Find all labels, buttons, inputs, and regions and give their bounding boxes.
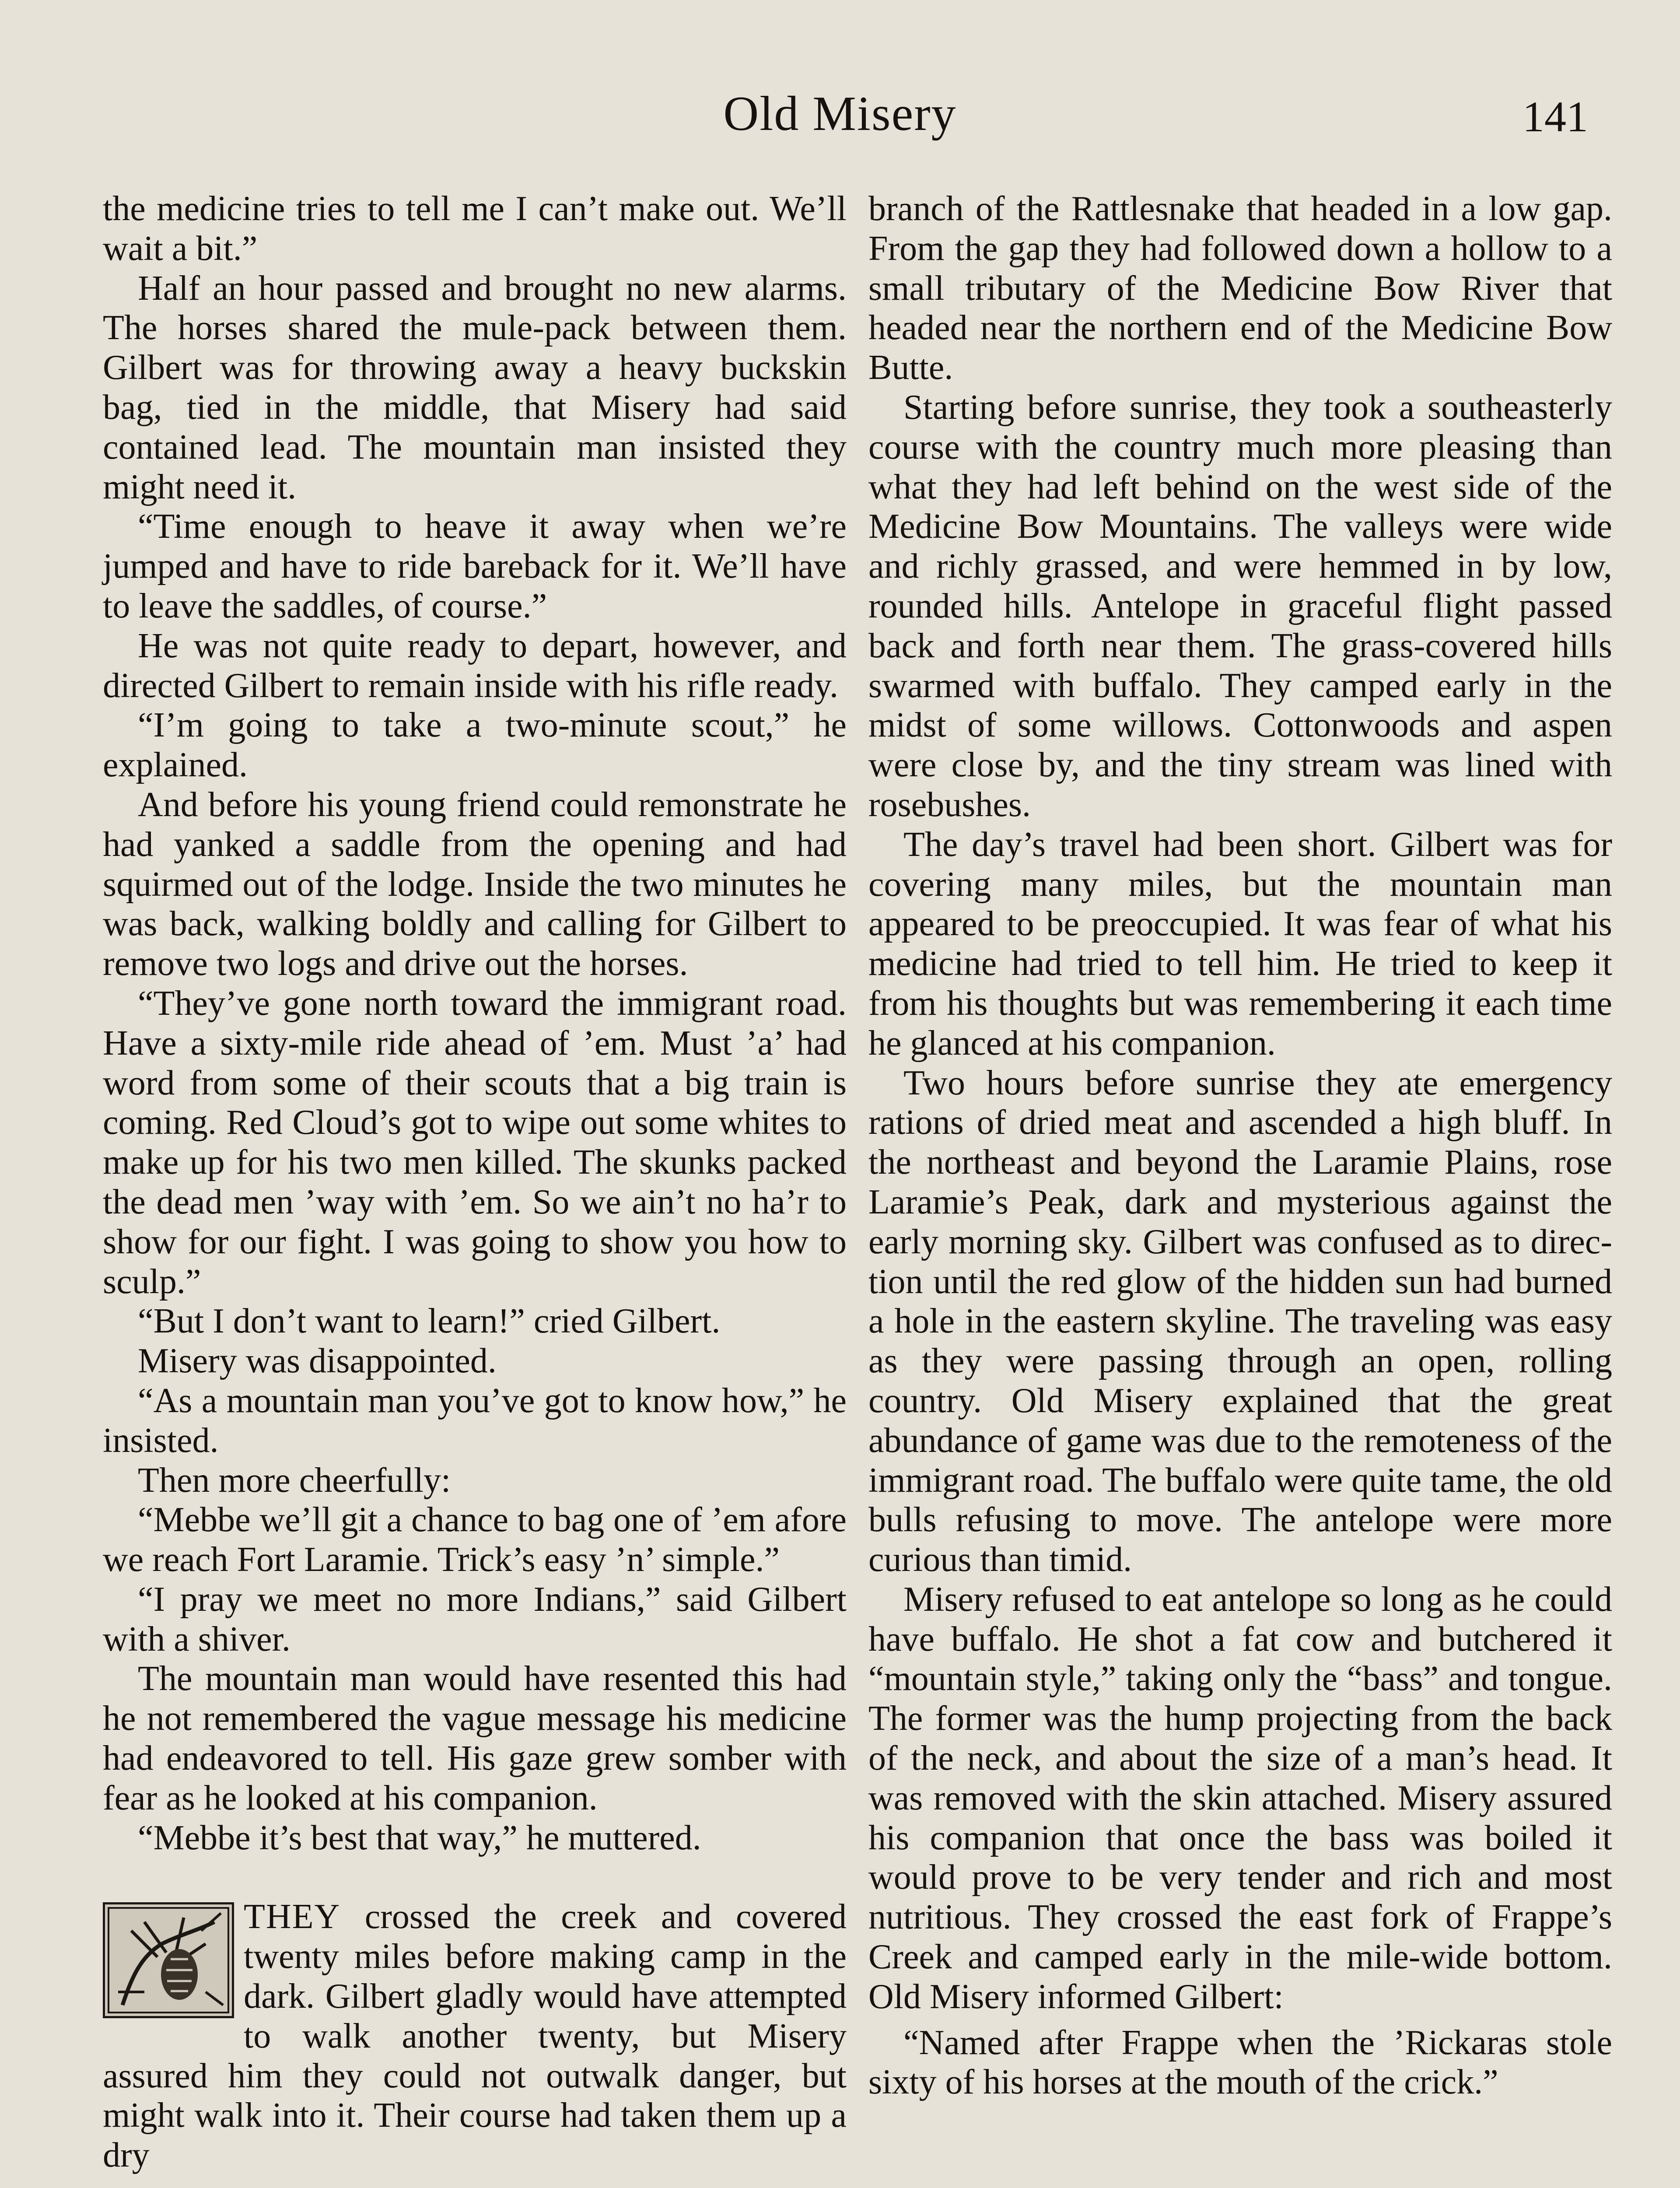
paragraph: “But I don’t want to learn!” cried Gilbert. — [138, 1302, 721, 1341]
section-lead-word: THEY — [244, 1897, 341, 1936]
section-opening-paragraph — [103, 1897, 847, 2175]
page-header — [0, 0, 1680, 184]
section-paragraph-text: crossed the creek and covered twenty miles before making camp in the dark. Gilbert gladly would have attempted to walk another twenty, but Misery assured him they could not outwalk danger, but might walk into it. Their course had taken them up a dry — [103, 1897, 847, 2175]
paragraph: “I pray we meet no more Indians,” said Gilbert with a shiver. — [103, 1580, 847, 1659]
paragraph: “Named after Frappe when the ’Rickaras stole sixty of his horses at the mouth of the crick.” — [868, 2023, 1612, 2102]
paragraph: Misery refused to eat antelope so long as he could have buffalo. He shot a fat cow and butchered it “mountain style,” taking only the “bass” and tongue. The former was the hump projecting from the back of the neck, and about the size of a man’s head. It was removed with the skin attached. Misery assured his companion that once the bass was boiled it would prove to be very tender and rich and most nutritious. They crossed the east fork of Frappe’s Creek and camped early in the mile-wide bottom. Old Misery informed Gilbert: — [868, 1580, 1612, 2016]
paragraph: Then more cheerfully: — [138, 1461, 451, 1500]
paragraph: He was not quite ready to depart, however, and directed Gilbert to remain inside with his rifle ready. — [103, 626, 847, 705]
decorative-initial-ornament-icon — [103, 1902, 234, 2018]
paragraph: “Mebbe we’ll git a chance to bag one of ’em afore we reach Fort Laramie. Trick’s easy ’n’ simple.” — [103, 1501, 847, 1579]
paragraph: The day’s travel had been short. Gilbert was for covering many miles, but the mountain man appeared to be preoccupied. It was fear of what his medicine had tried to tell him. He tried to keep it from his thoughts but was remembering it each time he glanced at his companion. — [868, 825, 1612, 1062]
paragraph: Half an hour passed and brought no new alarms. The horses shared the mule-pack between them. Gilbert was for throwing away a heavy buckskin bag, tied in the middle, that Misery had said contained lead. The mountain man insisted they might need it. — [103, 269, 847, 506]
paragraph: “As a mountain man you’ve got to know how,” he insisted. — [103, 1381, 847, 1460]
running-title: Old Misery — [723, 87, 957, 141]
section-break — [103, 1858, 847, 1897]
paragraph: And before his young friend could remonstrate he had yanked a saddle from the opening and had squirmed out of the lodge. Inside the two minutes he was back, walking boldly and calling for Gilbert to remove two logs and drive out the horses. — [103, 785, 847, 983]
paragraph: Two hours before sunrise they ate emergency rations of dried meat and ascended a high bluff. In the northeast and beyond the Laramie Plains, rose Laramie’s Peak, dark and mysterious against the early morning sky. Gilbert was confused as to direction until the red glow of the hidden sun had burned a hole in the eastern skyline. The traveling was easy as they were passing through an open, rolling country. Old Misery explained that the great abundance of game was due to the remoteness of the immigrant road. The buffalo were quite tame, the old bulls refusing to move. The antelope were more curious than timid. — [868, 1063, 1612, 1579]
paragraph: Misery was disappointed. — [138, 1342, 497, 1381]
paragraph: “They’ve gone north toward the immigrant road. Have a sixty-mile ride ahead of ’em. Must ’a’ had word from some of their scouts that a big train is coming. Red Cloud’s got to wipe out some whites to make up for his two men killed. The skunks packed the dead men ’way with ’em. So we ain’t no ha’r to show for our fight. I was going to show you how to sculp.” — [103, 984, 847, 1301]
paragraph: branch of the Rattlesnake that headed in a low gap. From the gap they had followed down a hollow to a small tributary of the Medicine Bow River that headed near the northern end of the Medicine Bow Butte. — [868, 189, 1612, 387]
paragraph: “Time enough to heave it away when we’re jumped and have to ride bareback for it. We’ll have to leave the saddles, of course.” — [103, 507, 847, 625]
left-column — [103, 189, 847, 2175]
paragraph: “Mebbe it’s best that way,” he muttered. — [138, 1818, 701, 1857]
page-number: 141 — [1522, 92, 1588, 141]
paragraph: “I’m going to take a two-minute scout,” he explained. — [103, 706, 847, 785]
paragraph: the medicine tries to tell me I can’t make out. We’ll wait a bit.” — [103, 189, 847, 268]
paragraph: The mountain man would have resented this had he not remembered the vague message his medicine had endeavored to tell. His gaze grew somber with fear as he looked at his companion. — [103, 1659, 847, 1817]
right-column — [868, 189, 1612, 2102]
paragraph: Starting before sunrise, they took a southeasterly course with the country much more pleasing than what they had left behind on the west side of the Medicine Bow Mountains. The valleys were wide and richly grassed, and were hemmed in by low, rounded hills. Antelope in graceful flight passed back and forth near them. The grass-covered hills swarmed with buffalo. They camped early in the midst of some willows. Cottonwoods and aspen were close by, and the tiny stream was lined with rosebushes. — [868, 388, 1612, 824]
